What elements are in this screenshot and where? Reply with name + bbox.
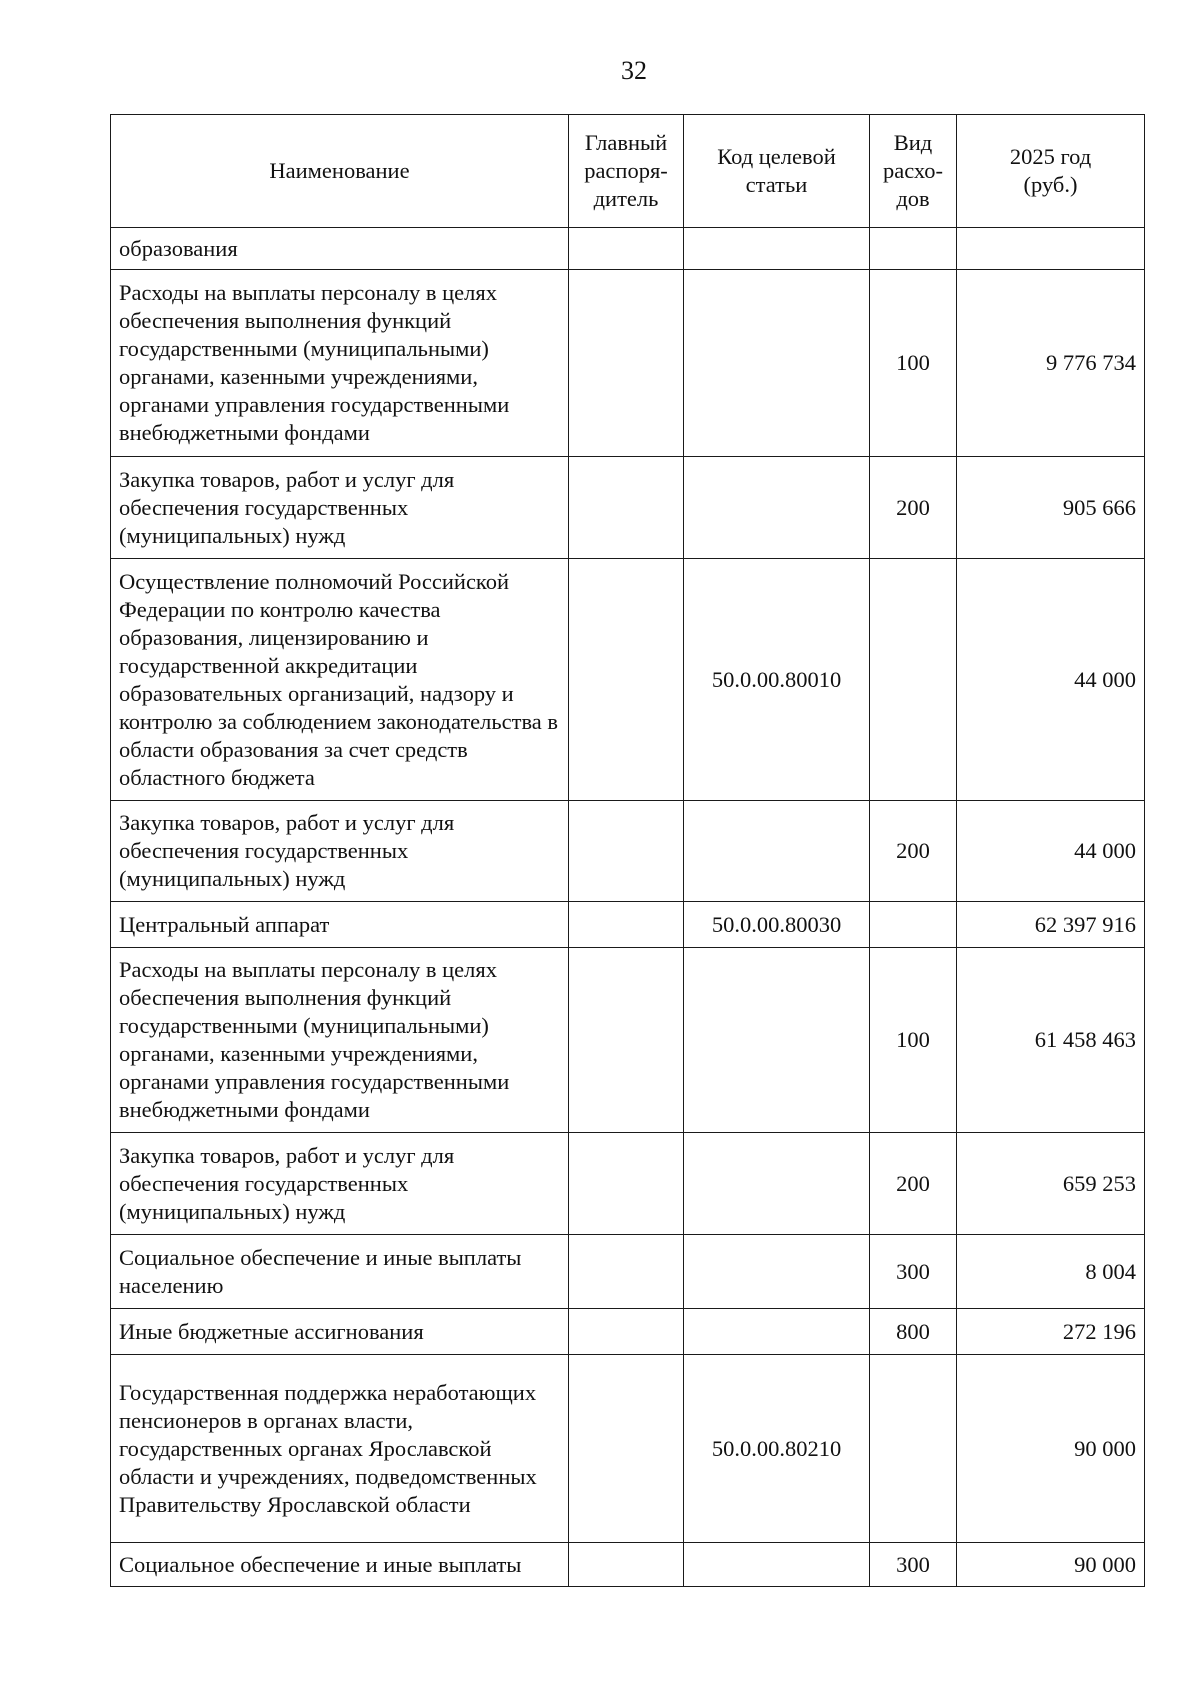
cell-code (684, 1235, 870, 1309)
cell-vid: 300 (870, 1543, 957, 1587)
header-glavny: Главный распоря- дитель (569, 115, 684, 228)
cell-code (684, 948, 870, 1133)
cell-name: Социальное обеспечение и иные выплаты (111, 1543, 569, 1587)
cell-amount: 9 776 734 (957, 270, 1145, 457)
cell-amount: 272 196 (957, 1309, 1145, 1355)
header-name: Наименование (111, 115, 569, 228)
cell-amount: 90 000 (957, 1355, 1145, 1543)
table-row (111, 1133, 1145, 1235)
cell-code (684, 1543, 870, 1587)
cell-amount: 44 000 (957, 801, 1145, 902)
cell-glavny (569, 948, 684, 1133)
cell-vid: 100 (870, 270, 957, 457)
cell-name: Государственная поддержка неработающих пенсионеров в органах власти, государственных органах Ярославской области и учреждениях, подведомственных Правительству Ярославской области (111, 1355, 569, 1543)
cell-glavny (569, 1235, 684, 1309)
cell-glavny (569, 270, 684, 457)
header-amount: 2025 год (руб.) (957, 115, 1145, 228)
table-row (111, 1543, 1145, 1587)
cell-code (684, 1309, 870, 1355)
table-row (111, 1355, 1145, 1543)
cell-vid (870, 228, 957, 270)
cell-name: Закупка товаров, работ и услуг для обеспечения государственных (муниципальных) нужд (111, 1133, 569, 1235)
page-number: 32 (621, 56, 647, 85)
cell-name: Закупка товаров, работ и услуг для обеспечения государственных (муниципальных) нужд (111, 457, 569, 559)
table-row (111, 228, 1145, 270)
header-vid: Вид расхо- дов (870, 115, 957, 228)
table-row (111, 1309, 1145, 1355)
cell-name: Социальное обеспечение и иные выплаты населению (111, 1235, 569, 1309)
cell-code (684, 457, 870, 559)
table-row (111, 902, 1145, 948)
cell-name: Центральный аппарат (111, 902, 569, 948)
cell-code: 50.0.00.80010 (684, 559, 870, 801)
cell-name: Расходы на выплаты персоналу в целях обеспечения выполнения функций государственными (муниципальными) органами, казенными учреждениями, органами управления государственными внебюджетными фондами (111, 948, 569, 1133)
cell-name: Расходы на выплаты персоналу в целях обеспечения выполнения функций государственными (муниципальными) органами, казенными учреждениями, органами управления государственными внебюджетными фондами (111, 270, 569, 457)
cell-vid (870, 1355, 957, 1543)
cell-glavny (569, 457, 684, 559)
budget-table (110, 114, 1145, 1587)
cell-vid: 200 (870, 457, 957, 559)
cell-amount: 44 000 (957, 559, 1145, 801)
header-code: Код целевой статьи (684, 115, 870, 228)
cell-name: образования (111, 228, 569, 270)
cell-code: 50.0.00.80030 (684, 902, 870, 948)
cell-amount (957, 228, 1145, 270)
cell-glavny (569, 228, 684, 270)
table-row (111, 270, 1145, 457)
cell-code (684, 1133, 870, 1235)
cell-name: Иные бюджетные ассигнования (111, 1309, 569, 1355)
cell-glavny (569, 902, 684, 948)
cell-glavny (569, 1309, 684, 1355)
cell-amount: 659 253 (957, 1133, 1145, 1235)
cell-vid (870, 559, 957, 801)
cell-glavny (569, 801, 684, 902)
table-row (111, 457, 1145, 559)
cell-vid: 800 (870, 1309, 957, 1355)
cell-amount: 61 458 463 (957, 948, 1145, 1133)
table-row (111, 801, 1145, 902)
cell-amount: 905 666 (957, 457, 1145, 559)
cell-vid (870, 902, 957, 948)
cell-glavny (569, 1133, 684, 1235)
table-row (111, 1235, 1145, 1309)
cell-glavny (569, 1355, 684, 1543)
cell-code (684, 228, 870, 270)
cell-vid: 200 (870, 1133, 957, 1235)
table-header (111, 115, 1145, 228)
table-row (111, 948, 1145, 1133)
cell-name: Закупка товаров, работ и услуг для обеспечения государственных (муниципальных) нужд (111, 801, 569, 902)
table-body (111, 228, 1145, 1587)
cell-amount: 62 397 916 (957, 902, 1145, 948)
cell-amount: 8 004 (957, 1235, 1145, 1309)
cell-name: Осуществление полномочий Российской Федерации по контролю качества образования, лицензированию и государственной аккредитации образовательных организаций, надзору и контролю за соблюдением законодательства в области образования за счет средств областного бюджета (111, 559, 569, 801)
cell-vid: 200 (870, 801, 957, 902)
table-row (111, 559, 1145, 801)
cell-amount: 90 000 (957, 1543, 1145, 1587)
cell-glavny (569, 559, 684, 801)
cell-code (684, 801, 870, 902)
cell-code: 50.0.00.80210 (684, 1355, 870, 1543)
cell-code (684, 270, 870, 457)
cell-glavny (569, 1543, 684, 1587)
cell-vid: 300 (870, 1235, 957, 1309)
cell-vid: 100 (870, 948, 957, 1133)
